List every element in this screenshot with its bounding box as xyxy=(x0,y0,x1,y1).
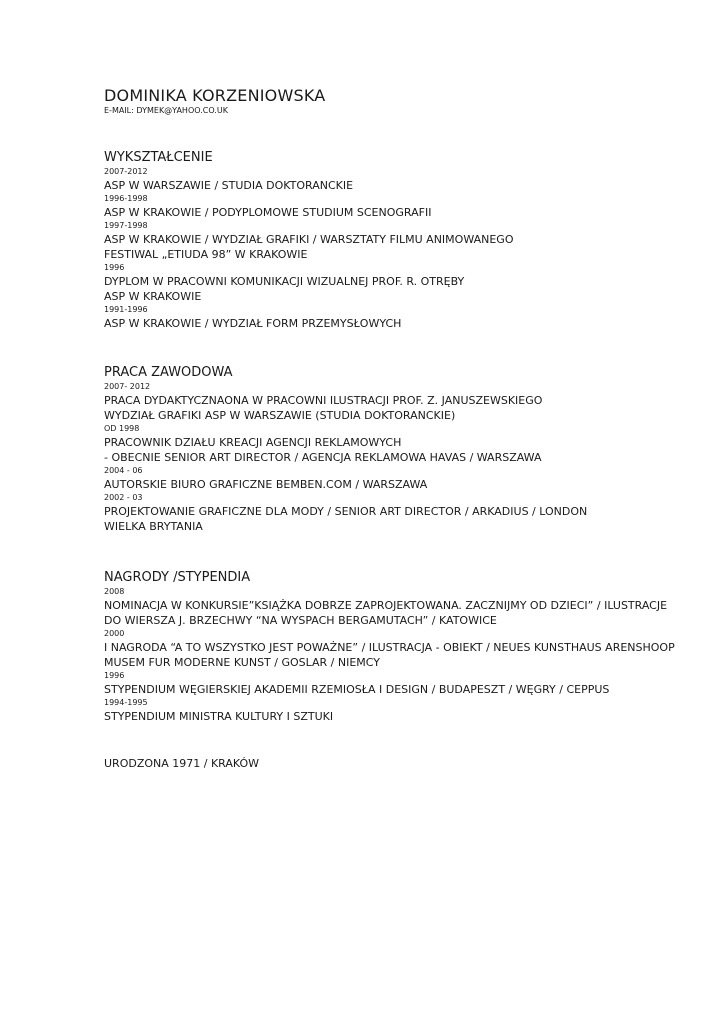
entry-text: ASP W WARSZAWIE / STUDIA DOKTORANCKIE xyxy=(104,179,354,192)
entry-text: STYPENDIUM MINISTRA KULTURY I SZTUKI xyxy=(104,710,334,723)
entry-text: NOMINACJA W KONKURSIE”KSIĄŻKA DOBRZE ZAPROJEKTOWANA. ZACZNIJMY OD DZIECI” / ILUSTRACJE xyxy=(104,599,668,612)
entry-text: DO WIERSZA J. BRZECHWY “NA WYSPACH BERGAMUTACH” / KATOWICE xyxy=(104,614,497,627)
cv-entry xyxy=(104,381,684,423)
entry-date: 1996 xyxy=(104,263,125,272)
cv-section xyxy=(104,365,684,534)
entry-date: 1994-1995 xyxy=(104,698,148,707)
entry-text: AUTORSKIE BIURO GRAFICZNE BEMBEN.COM / WARSZAWA xyxy=(104,478,428,491)
cv-entry xyxy=(104,423,684,465)
section-title: WYKSZTAŁCENIE xyxy=(104,150,213,165)
cv-entry xyxy=(104,193,684,220)
entry-date: 2008 xyxy=(104,587,125,596)
entry-date: 1991-1996 xyxy=(104,305,148,314)
entry-text: ASP W KRAKOWIE / PODYPLOMOWE STUDIUM SCENOGRAFII xyxy=(104,206,432,219)
cv-entry xyxy=(104,670,684,697)
cv-document xyxy=(104,86,684,782)
cv-entry xyxy=(104,492,684,534)
entry-date: 2004 - 06 xyxy=(104,466,143,475)
entry-text: WYDZIAŁ GRAFIKI ASP W WARSZAWIE (STUDIA DOKTORANCKIE) xyxy=(104,409,456,422)
cv-section xyxy=(104,570,684,724)
section-title: PRACA ZAWODOWA xyxy=(104,365,233,380)
entry-text: DYPLOM W PRACOWNI KOMUNIKACJI WIZUALNEJ PROF. R. OTRĘBY xyxy=(104,275,465,288)
entry-text: I NAGRODA “A TO WSZYSTKO JEST POWAŻNE” / ILUSTRACJA - OBIEKT / NEUES KUNSTHAUS ARENSHOOP xyxy=(104,641,675,654)
cv-entry xyxy=(104,586,684,628)
cv-section xyxy=(104,150,684,331)
cv-entry xyxy=(104,304,684,331)
cv-entry xyxy=(104,262,684,304)
entry-text: PRACA DYDAKTYCZNAONA W PRACOWNI ILUSTRACJI PROF. Z. JANUSZEWSKIEGO xyxy=(104,394,543,407)
cv-entry xyxy=(104,220,684,262)
person-name: DOMINIKA KORZENIOWSKA xyxy=(104,86,326,105)
entry-date: 2002 - 03 xyxy=(104,493,143,502)
entry-text: PRACOWNIK DZIAŁU KREACJI AGENCJI REKLAMOWYCH xyxy=(104,436,402,449)
cv-entry xyxy=(104,166,684,193)
entry-text: ASP W KRAKOWIE / WYDZIAŁ GRAFIKI / WARSZTATY FILMU ANIMOWANEGO xyxy=(104,233,514,246)
entry-date: 2000 xyxy=(104,629,125,638)
entry-date: 2007-2012 xyxy=(104,167,148,176)
section-title: NAGRODY /STYPENDIA xyxy=(104,570,251,585)
entry-text: FESTIWAL „ETIUDA 98” W KRAKOWIE xyxy=(104,248,308,261)
entry-text: - OBECNIE SENIOR ART DIRECTOR / AGENCJA REKLAMOWA HAVAS / WARSZAWA xyxy=(104,451,542,464)
entry-date: 1997-1998 xyxy=(104,221,148,230)
cv-entry xyxy=(104,628,684,670)
entry-text: ASP W KRAKOWIE / WYDZIAŁ FORM PRZEMYSŁOWYCH xyxy=(104,317,402,330)
cv-entry xyxy=(104,697,684,724)
entry-text: ASP W KRAKOWIE xyxy=(104,290,202,303)
entry-date: OD 1998 xyxy=(104,424,140,433)
entry-text: WIELKA BRYTANIA xyxy=(104,520,203,533)
entry-text: PROJEKTOWANIE GRAFICZNE DLA MODY / SENIOR ART DIRECTOR / ARKADIUS / LONDON xyxy=(104,505,588,518)
entry-text: STYPENDIUM WĘGIERSKIEJ AKADEMII RZEMIOSŁA I DESIGN / BUDAPESZT / WĘGRY / CEPPUS xyxy=(104,683,610,696)
entry-date: 1996 xyxy=(104,671,125,680)
entry-text: MUSEM FUR MODERNE KUNST / GOSLAR / NIEMCY xyxy=(104,656,380,669)
entry-date: 2007- 2012 xyxy=(104,382,151,391)
cv-sections xyxy=(104,150,684,724)
cv-entry xyxy=(104,465,684,492)
email-line: E-MAIL: DYMEK@YAHOO.CO.UK xyxy=(104,106,228,115)
entry-date: 1996-1998 xyxy=(104,194,148,203)
birth-info: URODZONA 1971 / KRAKÓW xyxy=(104,757,260,770)
